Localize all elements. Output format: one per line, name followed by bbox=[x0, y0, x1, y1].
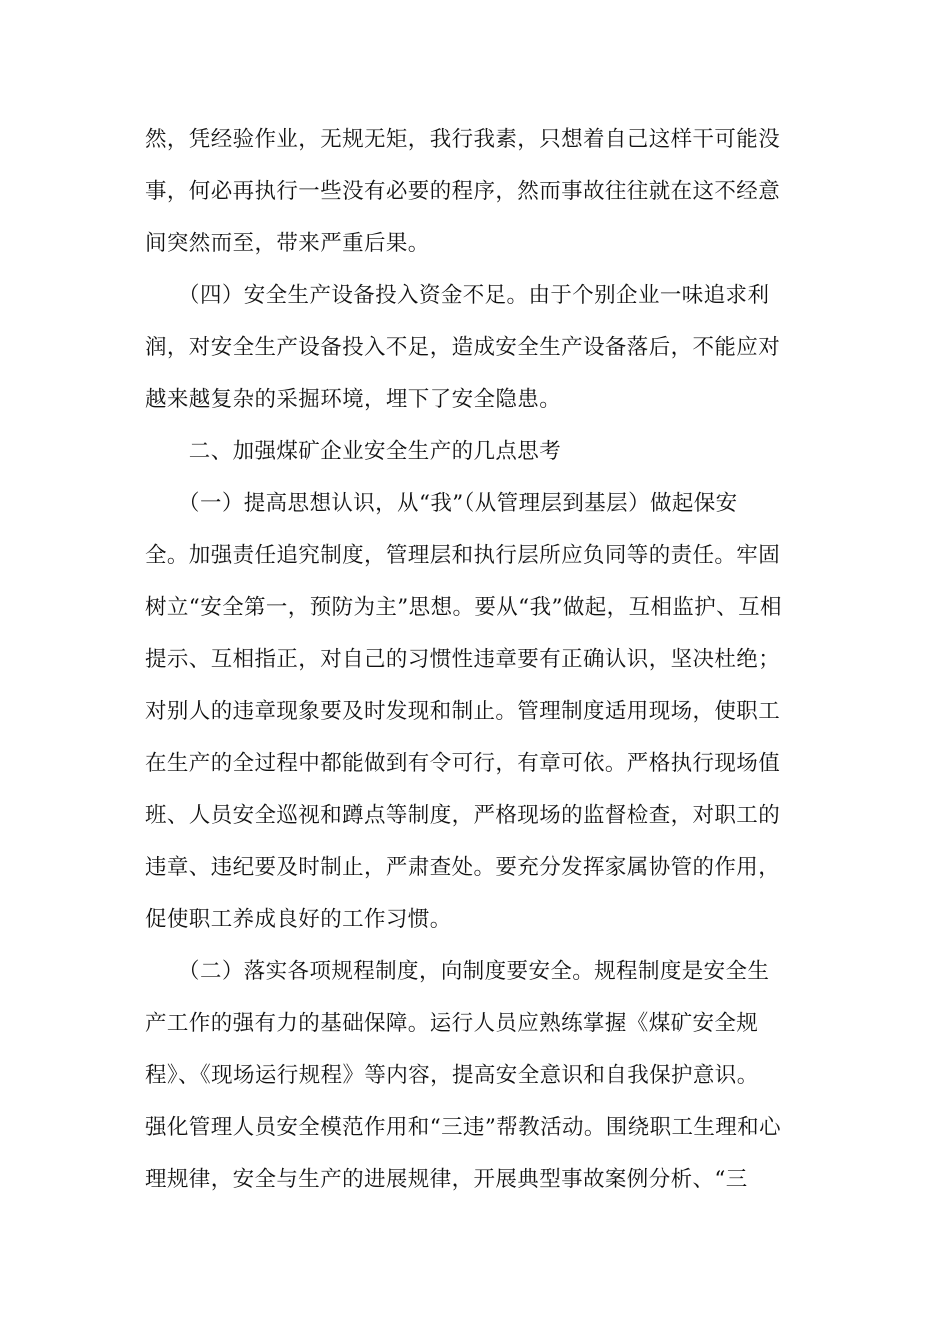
text-line: 越来越复杂的采掘环境，埋下了安全隐患。 bbox=[145, 387, 562, 412]
paragraph-four-heading-line: （四）安全生产设备投入资金不足。由于个别企业一味追求利 bbox=[145, 283, 770, 308]
paragraph-one-heading-line: （一）提高思想认识，从“我”（从管理层到基层）做起保安 bbox=[145, 491, 738, 516]
text-line: 产工作的强有力的基础保障。运行人员应熟练掌握《煤矿安全规 bbox=[145, 1011, 759, 1036]
text-line: 强化管理人员安全模范作用和“三违”帮教活动。围绕职工生理和心 bbox=[145, 1115, 781, 1140]
text-line: 提示、互相指正，对自己的习惯性违章要有正确认识，坚决杜绝； bbox=[145, 647, 781, 672]
text-line: 全。加强责任追究制度，管理层和执行层所应负同等的责任。牢固 bbox=[145, 543, 781, 568]
text-line: 违章、违纪要及时制止，严肃查处。要充分发挥家属协管的作用， bbox=[145, 855, 781, 880]
text-line: 促使职工养成良好的工作习惯。 bbox=[145, 907, 452, 932]
text-line: 间突然而至，带来严重后果。 bbox=[145, 231, 430, 256]
section-two-heading: 二、加强煤矿企业安全生产的几点思考 bbox=[145, 439, 562, 464]
text-line: 理规律，安全与生产的进展规律，开展典型事故案例分析、“三 bbox=[145, 1167, 748, 1192]
paragraph-two-heading-line: （二）落实各项规程制度，向制度要安全。规程制度是安全生 bbox=[145, 959, 770, 984]
document-body bbox=[145, 114, 805, 1206]
text-line: 树立“安全第一，预防为主”思想。要从“我”做起，互相监护、互相 bbox=[145, 595, 782, 620]
text-line: 然，凭经验作业，无规无矩，我行我素，只想着自己这样干可能没 bbox=[145, 127, 781, 152]
text-line: 事，何必再执行一些没有必要的程序，然而事故往往就在这不经意 bbox=[145, 179, 781, 204]
text-line: 程》、《现场运行规程》等内容，提高安全意识和自我保护意识。 bbox=[145, 1063, 759, 1088]
text-line: 润，对安全生产设备投入不足，造成安全生产设备落后，不能应对 bbox=[145, 335, 781, 360]
text-line: 班、人员安全巡视和蹲点等制度，严格现场的监督检查，对职工的 bbox=[145, 803, 781, 828]
text-line: 对别人的违章现象要及时发现和制止。管理制度适用现场，使职工 bbox=[145, 699, 781, 724]
text-line: 在生产的全过程中都能做到有令可行，有章可依。严格执行现场值 bbox=[145, 751, 781, 776]
